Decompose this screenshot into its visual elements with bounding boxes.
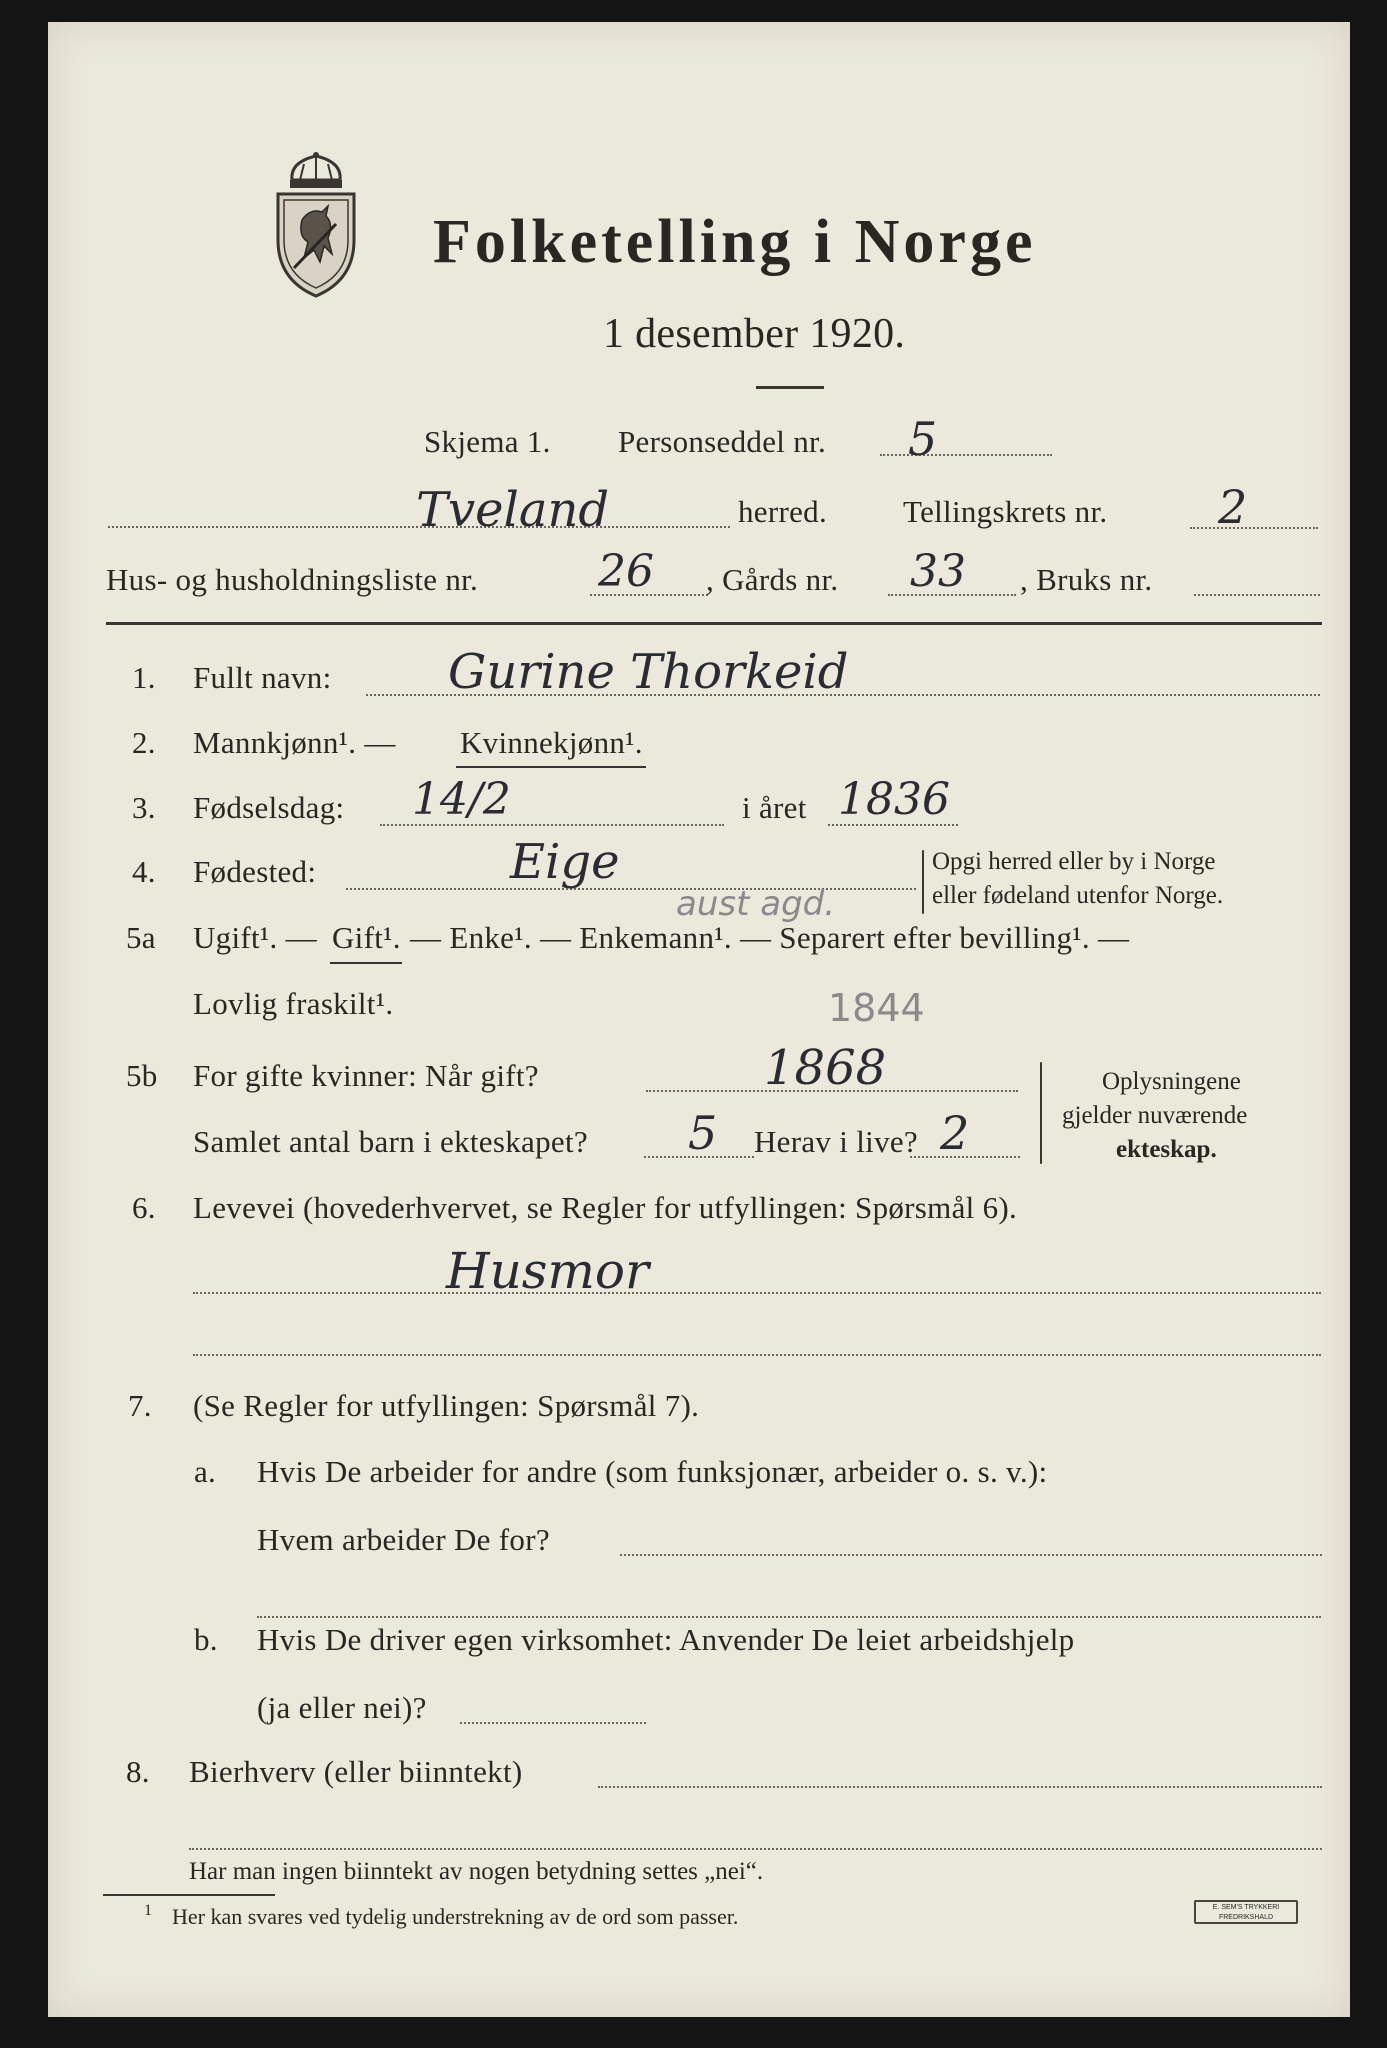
q1-full-name-value[interactable]: Gurine Thorkeid <box>448 644 849 700</box>
gards-value[interactable]: 33 <box>910 546 966 597</box>
q7-number: 7. <box>128 1388 152 1423</box>
q7a-line-1 <box>620 1554 1322 1556</box>
q7a-line-2 <box>257 1616 1321 1618</box>
q8-line-1 <box>598 1786 1322 1788</box>
q5b-note-line-2: gjelder nuværende <box>1062 1102 1248 1129</box>
q5b-number: 5b <box>126 1058 158 1093</box>
norway-coat-of-arms-icon <box>270 150 362 300</box>
q5b-note-line-1: Oplysningene <box>1102 1068 1241 1095</box>
q5a-other-options[interactable]: — Enke¹. — Enkemann¹. — Separert efter bevilling¹. — <box>410 920 1130 955</box>
q2-kvinnekjonn[interactable]: Kvinnekjønn¹. <box>460 725 643 760</box>
q6-number: 6. <box>132 1190 156 1225</box>
q4-note-line-2: eller fødeland utenfor Norge. <box>932 882 1224 909</box>
q4-birthplace-value[interactable]: Eige <box>510 834 620 890</box>
tellingskrets-value[interactable]: 2 <box>1218 480 1248 534</box>
printer-stamp-line-1: E. SEM'S TRYKKERI <box>1212 1904 1280 1911</box>
q3-number: 3. <box>132 790 156 825</box>
q5b-label: For gifte kvinner: Når gift? <box>193 1058 539 1093</box>
q5b-married-year-value[interactable]: 1868 <box>764 1040 887 1096</box>
tellingskrets-label: Tellingskrets nr. <box>903 494 1108 529</box>
q5b-note-line-3: ekteskap. <box>1116 1136 1217 1163</box>
header-divider <box>106 622 1322 625</box>
q5b-children-value[interactable]: 5 <box>688 1106 718 1160</box>
q4-note-line-1: Opgi herred eller by i Norge <box>932 848 1216 875</box>
q8-note: Har man ingen biinntekt av nogen betydning settes „nei“. <box>189 1858 764 1885</box>
q4-number: 4. <box>132 854 156 889</box>
bruks-label: , Bruks nr. <box>1020 562 1153 597</box>
q5b-barn-label: Samlet antal barn i ekteskapet? <box>193 1124 588 1159</box>
q2-number: 2. <box>132 725 156 760</box>
q6-line-1 <box>193 1292 1321 1294</box>
printer-stamp-line-2: FREDRIKSHALD <box>1218 1914 1274 1921</box>
q6-occupation-value[interactable]: Husmor <box>446 1242 649 1300</box>
herred-label: herred. <box>738 494 828 529</box>
q4-pencil-note: aust agd. <box>676 884 836 924</box>
q5a-pencil-year: 1844 <box>828 986 925 1030</box>
q3-label: Fødselsdag: <box>193 790 345 825</box>
skjema-label: Skjema 1. <box>424 424 551 459</box>
q8-line-2 <box>189 1848 1322 1850</box>
hus-value[interactable]: 26 <box>598 546 654 597</box>
q5a-number: 5a <box>126 920 156 955</box>
q5b-note-brace <box>1040 1062 1042 1164</box>
q5a-lovlig-fraskilt[interactable]: Lovlig fraskilt¹. <box>193 986 394 1021</box>
q5a-gift[interactable]: Gift¹. <box>332 920 401 955</box>
footnote-text: Her kan svares ved tydelig understrekning av de ord som passer. <box>172 1904 739 1929</box>
q7a-line2-label: Hvem arbeider De for? <box>257 1522 550 1557</box>
q3-year-label: i året <box>742 790 807 825</box>
footnote-divider <box>103 1894 275 1896</box>
herred-value[interactable]: Tveland <box>416 482 610 538</box>
q4-note-brace <box>922 850 924 914</box>
q7b-label: Hvis De driver egen virksomhet: Anvender De leiet arbeidshjelp <box>257 1622 1075 1657</box>
tellingskrets-line <box>1190 527 1318 529</box>
q7b-line <box>460 1722 646 1724</box>
census-form-page <box>48 22 1350 2017</box>
q5b-living-value[interactable]: 2 <box>940 1106 970 1160</box>
bruks-line <box>1194 594 1320 596</box>
q2-kvinnekjonn-underline <box>456 766 646 768</box>
q6-label: Levevei (hovederhvervet, se Regler for utfyllingen: Spørsmål 6). <box>193 1190 1018 1225</box>
gards-label: , Gårds nr. <box>706 562 839 597</box>
personseddel-line <box>880 454 1052 456</box>
q2-mannkjonn[interactable]: Mannkjønn¹. — <box>193 725 396 760</box>
census-date: 1 desember 1920. <box>603 311 906 357</box>
q7b-letter: b. <box>194 1622 218 1657</box>
q8-number: 8. <box>126 1754 150 1789</box>
q5a-ugift[interactable]: Ugift¹. — <box>193 920 317 955</box>
q3-birthday-value[interactable]: 14/2 <box>412 774 511 825</box>
printer-stamp <box>1194 1900 1298 1924</box>
q6-line-2 <box>193 1354 1321 1356</box>
form-title: Folketelling i Norge <box>433 208 1037 276</box>
q7b-line2-label: (ja eller nei)? <box>257 1690 427 1725</box>
q1-number: 1. <box>132 660 156 695</box>
q7a-label: Hvis De arbeider for andre (som funksjonær, arbeider o. s. v.): <box>257 1454 1048 1489</box>
q4-label: Fødested: <box>193 854 317 889</box>
personseddel-value[interactable]: 5 <box>908 412 938 466</box>
q1-label: Fullt navn: <box>193 660 332 695</box>
hus-label: Hus- og husholdningsliste nr. <box>106 562 479 597</box>
q3-year-value[interactable]: 1836 <box>838 774 950 825</box>
q7-label: (Se Regler for utfyllingen: Spørsmål 7). <box>193 1388 700 1423</box>
q5b-live-label: Herav i live? <box>754 1124 918 1159</box>
title-divider <box>756 386 824 389</box>
q5a-gift-underline <box>330 962 402 964</box>
q7a-letter: a. <box>194 1454 217 1489</box>
q8-label: Bierhverv (eller biinntekt) <box>189 1754 523 1789</box>
personseddel-label: Personseddel nr. <box>618 424 826 459</box>
footnote-mark: 1 <box>144 1902 152 1919</box>
